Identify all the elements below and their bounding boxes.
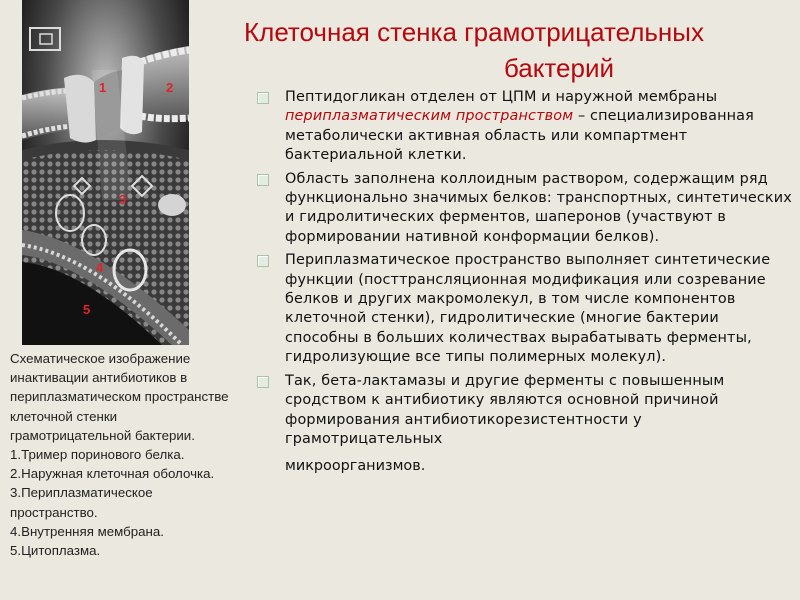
svg-text:2: 2 [166,80,174,95]
bullet-text-part: – специализированная метаболически активная область или компартмент бактериальной клетки. [285,108,754,164]
bullet-text: Периплазматическое пространство выполняет синтетические функции (посттрансляционная модификация или созревание белков и других макромолекул, в том числе компонентов клеточной стенки), гидролитические (многие бактерии способны в больших количествах вырабатывать ферменты, гидролизующие все типы полимерных молекул). [285,252,771,366]
bullet-last-line: микроорганизмов. [285,458,426,475]
caption-item-3: 3.Периплазматическое [10,485,153,501]
square-bullet-icon [257,255,269,267]
caption-line: периплазматическом пространстве [10,389,229,405]
slide-title-line-2: бактерий [503,53,614,83]
bullet-text: Область заполнена коллоидным раствором, содержащим ряд функционально значимых белков: транспортных, синтетических и гидролитических ферментов, шаперонов (участвуют в формировании нативной конформации белков). [285,170,792,245]
bullet-text: Так, бета-лактамазы и другие ферменты с повышенным сродством к антибиотику являются основной причиной формирования антибиотикорезистентности у грамотрицательных [285,372,725,447]
square-bullet-icon [257,92,269,104]
caption-item-3-cont: пространство. [10,504,98,520]
caption-item-4: 4.Внутренняя мембрана. [10,523,164,539]
svg-text:1: 1 [99,80,107,95]
bullet-text [285,88,797,166]
svg-text:3: 3 [119,192,127,207]
bullet-item-3 [257,251,797,367]
slide-title [236,14,800,86]
svg-text:4: 4 [96,260,104,275]
caption-line: Схематическое изображение [10,351,191,366]
caption-item-2: 2.Наружная клеточная оболочка. [10,466,215,482]
caption-line: клеточной стенки [10,408,118,424]
caption-item-1: 1.Тример поринового белка. [10,447,185,463]
bullet-text-part: Пептидогликан отделен от ЦПМ и наружной мембраны [285,89,718,105]
cell-wall-illustration [22,0,189,345]
caption-item-5: 5.Цитоплазма. [10,543,101,559]
illustration-caption [10,349,270,560]
bullet-item-1 [257,88,797,166]
highlighted-term: периплазматическим пространством [285,108,574,125]
bullet-list [257,88,797,481]
svg-text:5: 5 [83,302,91,317]
bullet-item-2 [257,170,797,248]
caption-line: грамотрицательной бактерии. [10,427,195,443]
caption-line: инактивации антибиотиков в [10,370,188,386]
square-bullet-icon [257,376,269,388]
slide-title-line-1: Клеточная стенка грамотрицательных [244,17,704,47]
bullet-item-4 [257,372,797,477]
square-bullet-icon [257,174,269,186]
